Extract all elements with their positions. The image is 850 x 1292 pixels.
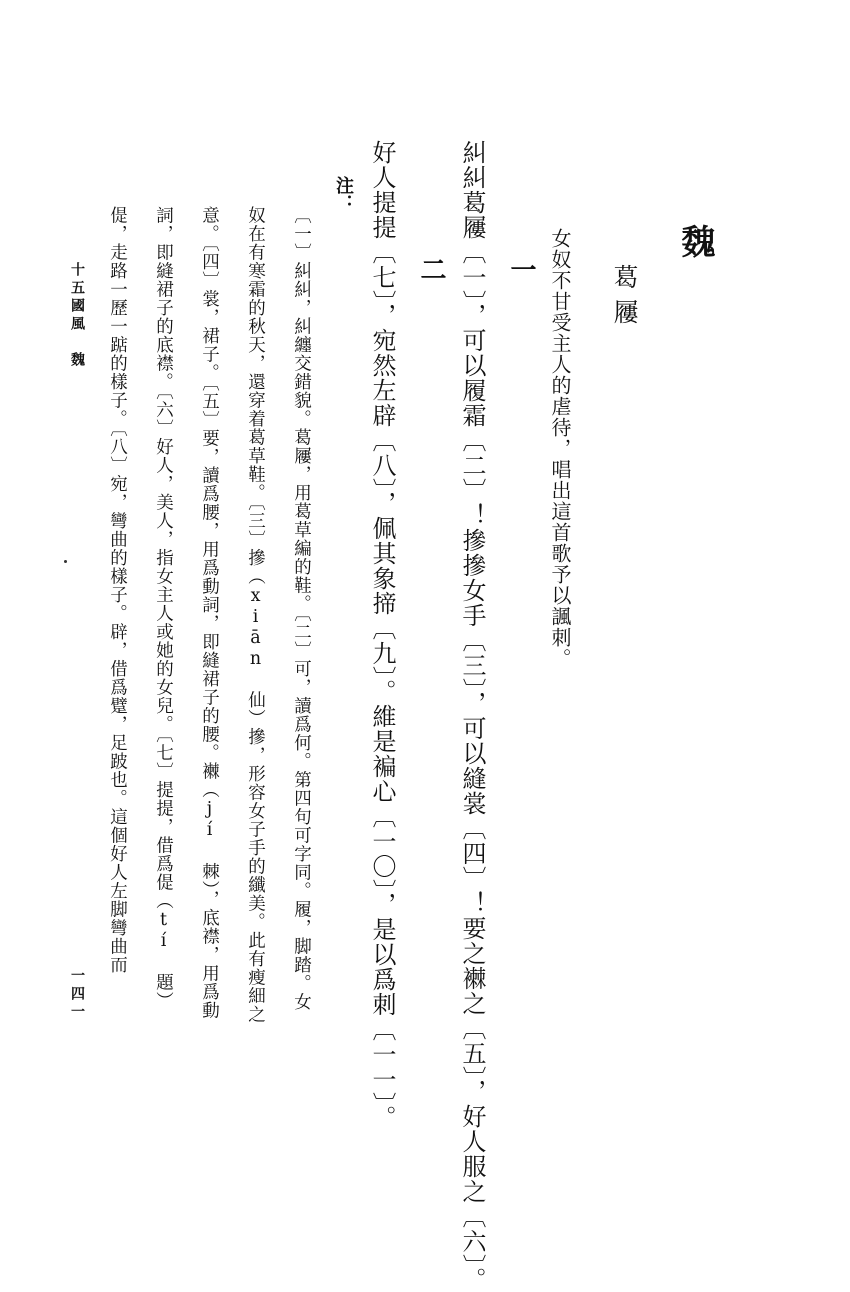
- note-line-3: 意。〔四〕裳，裙子。〔五〕要，讀爲腰，用爲動詞，即縫裙子的腰。襋（jí 棘），底襟，用爲動: [199, 206, 220, 1020]
- running-footer: 十五國風 魏: [69, 262, 85, 370]
- notes-label: 注：: [333, 176, 354, 212]
- stanza-2-text: 好人提提〔七〕，宛然左辟〔八〕，佩其象揥〔九〕。維是褊心〔一〇〕，是以爲刺〔一一〕。: [368, 140, 396, 1130]
- poem-intro: 女奴不甘受主人的虐待，唱出這首歌予以諷刺。: [548, 228, 572, 669]
- stanza-number-1: 一: [506, 256, 536, 282]
- note-line-5: 偍，走路一歷一踮的樣子。〔八〕宛，彎曲的樣子。辟，借爲躄，足跛也。這個好人左脚彎曲而: [107, 206, 128, 975]
- note-line-1: 〔一〕糾糾，糾纏交錯貌。葛屨，用葛草編的鞋。〔二〕可，讀爲何。第四句可字同。履，脚踏。女: [291, 206, 312, 1012]
- stanza-1-text: 糾糾葛屨〔一〕，可以履霜〔二〕！摻摻女手〔三〕，可以縫裳〔四〕！要之襋之〔五〕，好人服之〔六〕。: [458, 140, 486, 1292]
- page-number: 一四一: [69, 968, 85, 1022]
- note-line-4: 詞，即縫裙子的底襟。〔六〕好人，美人，指女主人或她的女兒。〔七〕提提，借爲偍（tí 題）: [153, 206, 174, 1010]
- stanza-number-2: 二: [416, 256, 446, 282]
- poem-title: 葛屨: [610, 264, 639, 334]
- note-line-2: 奴在有寒霜的秋天，還穿着葛草鞋。〔三〕摻（xiān 仙）摻，形容女子手的纖美。此有瘦細之: [245, 206, 266, 1024]
- chapter-title: 魏: [675, 224, 715, 258]
- print-speck: [64, 560, 67, 563]
